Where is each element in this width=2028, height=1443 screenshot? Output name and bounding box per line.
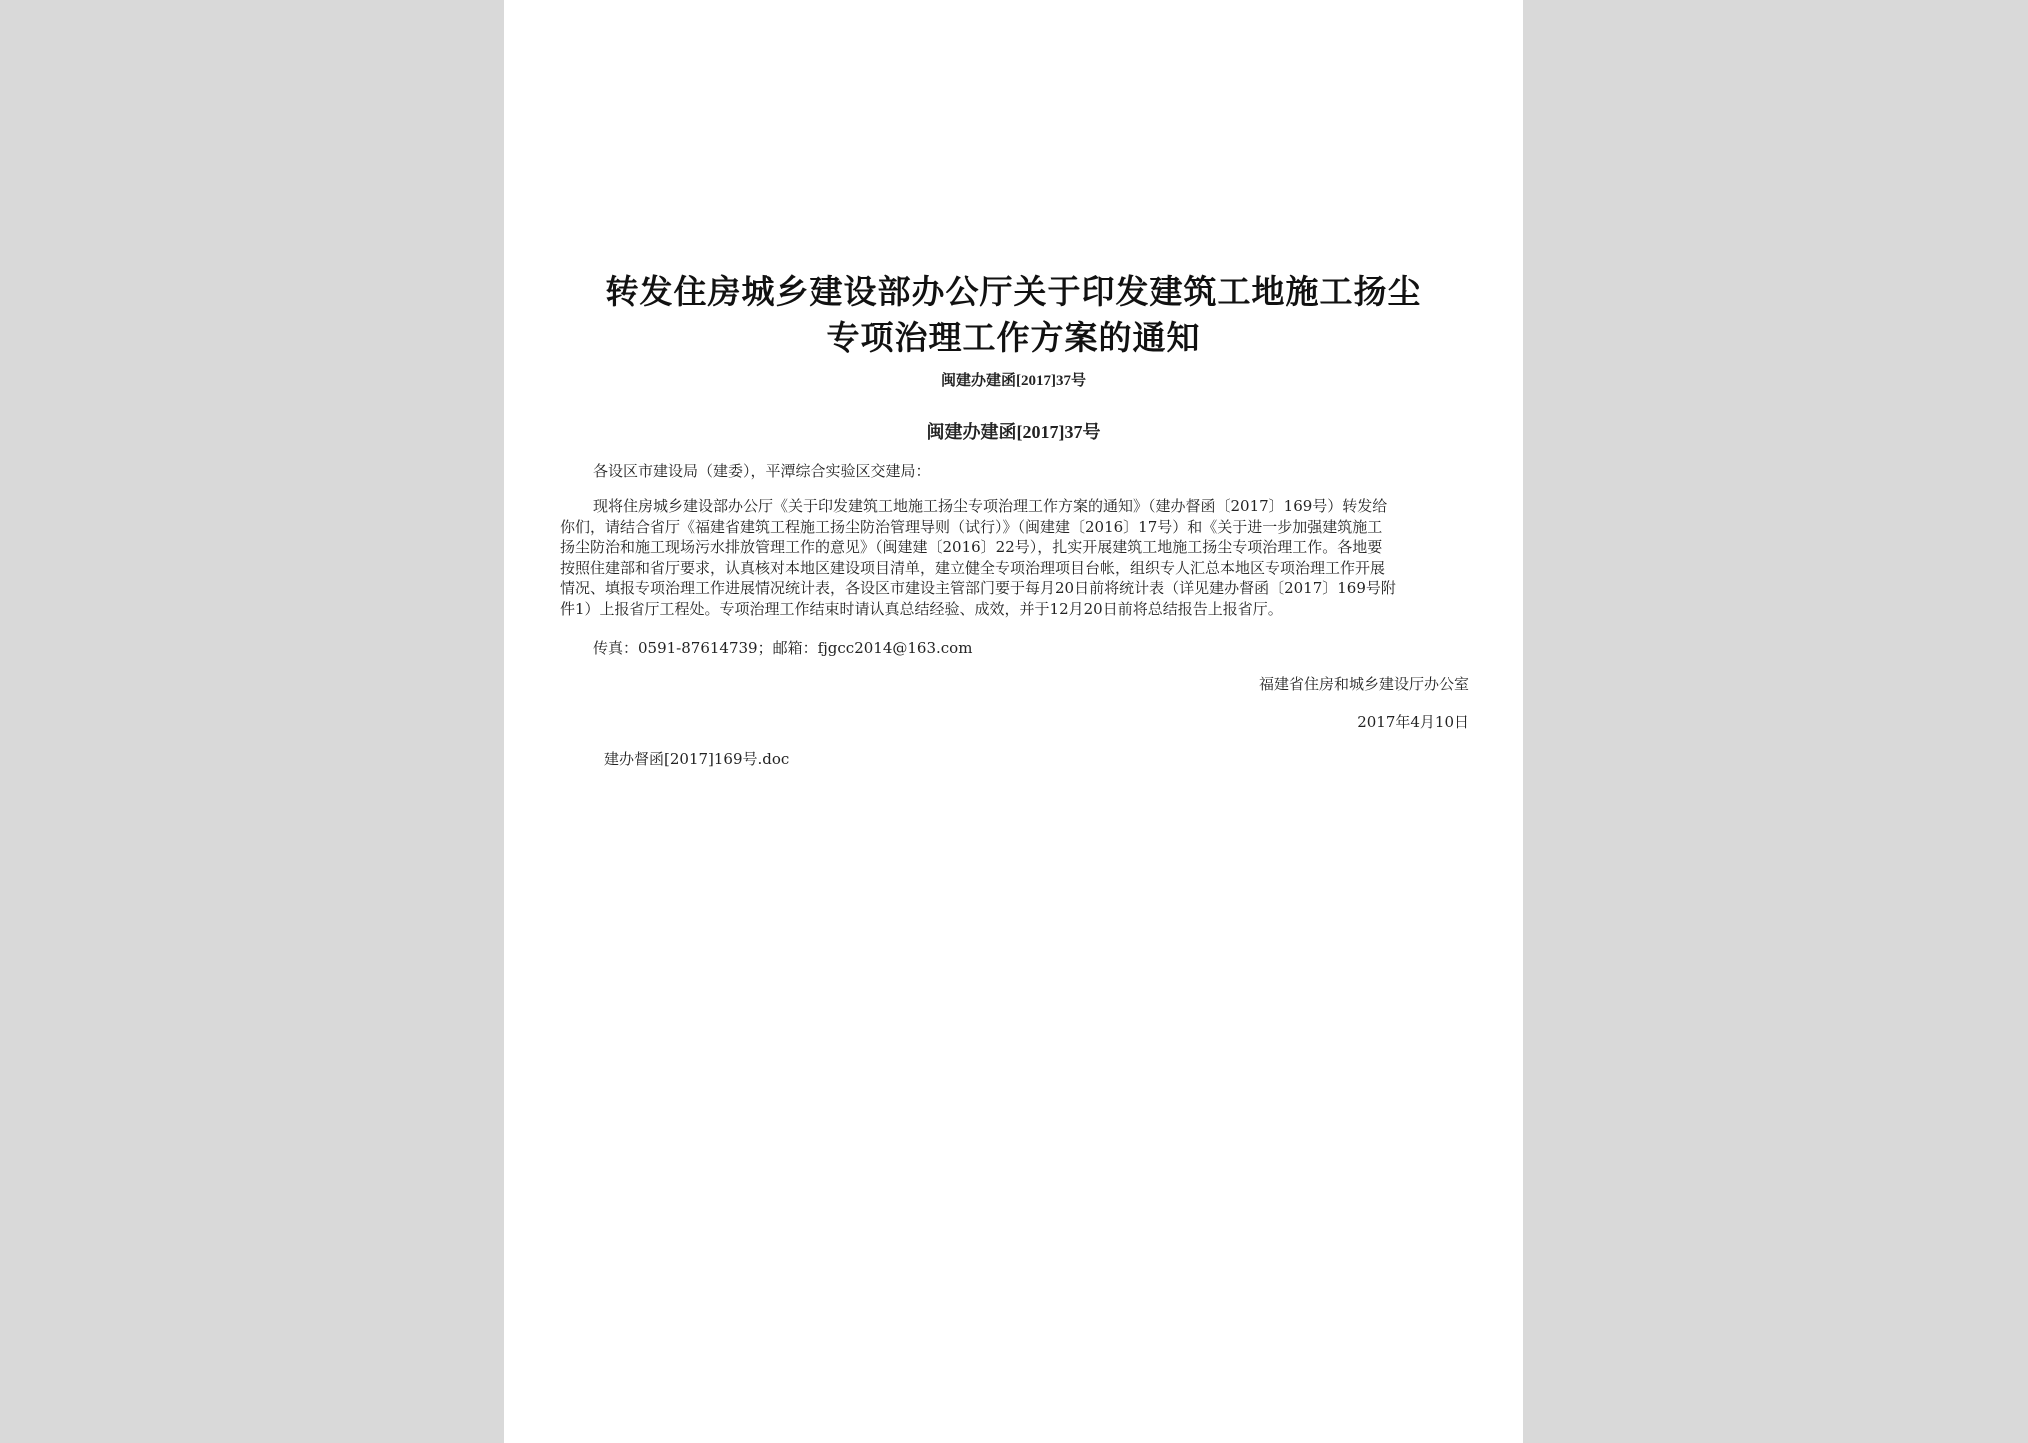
salutation: 各设区市建设局（建委），平潭综合实验区交建局： xyxy=(593,462,931,480)
body-line: 扬尘防治和施工现场污水排放管理工作的意见》（闽建建〔2016〕22号），扎实开展建筑工地施工扬尘专项治理工作。各地要 xyxy=(560,538,1383,556)
document-title-line-2: 专项治理工作方案的通知 xyxy=(826,318,1201,357)
document-title-line-1: 转发住房城乡建设部办公厅关于印发建筑工地施工扬尘 xyxy=(605,272,1422,311)
body-line: 件1）上报省厅工程处。专项治理工作结束时请认真总结经验、成效，并于12月20日前将总结报告上报省厅。 xyxy=(560,599,1283,618)
document-number-heading: 闽建办建函[2017]37号 xyxy=(926,422,1101,442)
document-number-subtitle: 闽建办建函[2017]37号 xyxy=(941,373,1086,389)
attachment-link[interactable]: 建办督函[2017]169号.doc xyxy=(604,750,790,768)
document-page xyxy=(504,0,1523,1443)
issue-date: 2017年4月10日 xyxy=(1357,713,1469,731)
signer: 福建省住房和城乡建设厅办公室 xyxy=(1258,675,1469,693)
body-line: 按照住建部和省厅要求，认真核对本地区建设项目清单，建立健全专项治理项目台帐，组织专人汇总本地区专项治理工作开展 xyxy=(560,558,1386,577)
body-line: 现将住房城乡建设部办公厅《关于印发建筑工地施工扬尘专项治理工作方案的通知》（建办督函〔2017〕169号）转发给 xyxy=(593,497,1388,515)
contact-info: 传真：0591-87614739；邮箱：fjgcc2014@163.com xyxy=(593,639,973,657)
body-line: 情况、填报专项治理工作进展情况统计表，各设区市建设主管部门要于每月20日前将统计表（详见建办督函〔2017〕169号附 xyxy=(560,579,1396,597)
body-paragraph xyxy=(560,496,1470,619)
body-line: 你们，请结合省厅《福建省建筑工程施工扬尘防治管理导则（试行）》（闽建建〔2016〕17号）和《关于进一步加强建筑施工 xyxy=(560,517,1383,536)
